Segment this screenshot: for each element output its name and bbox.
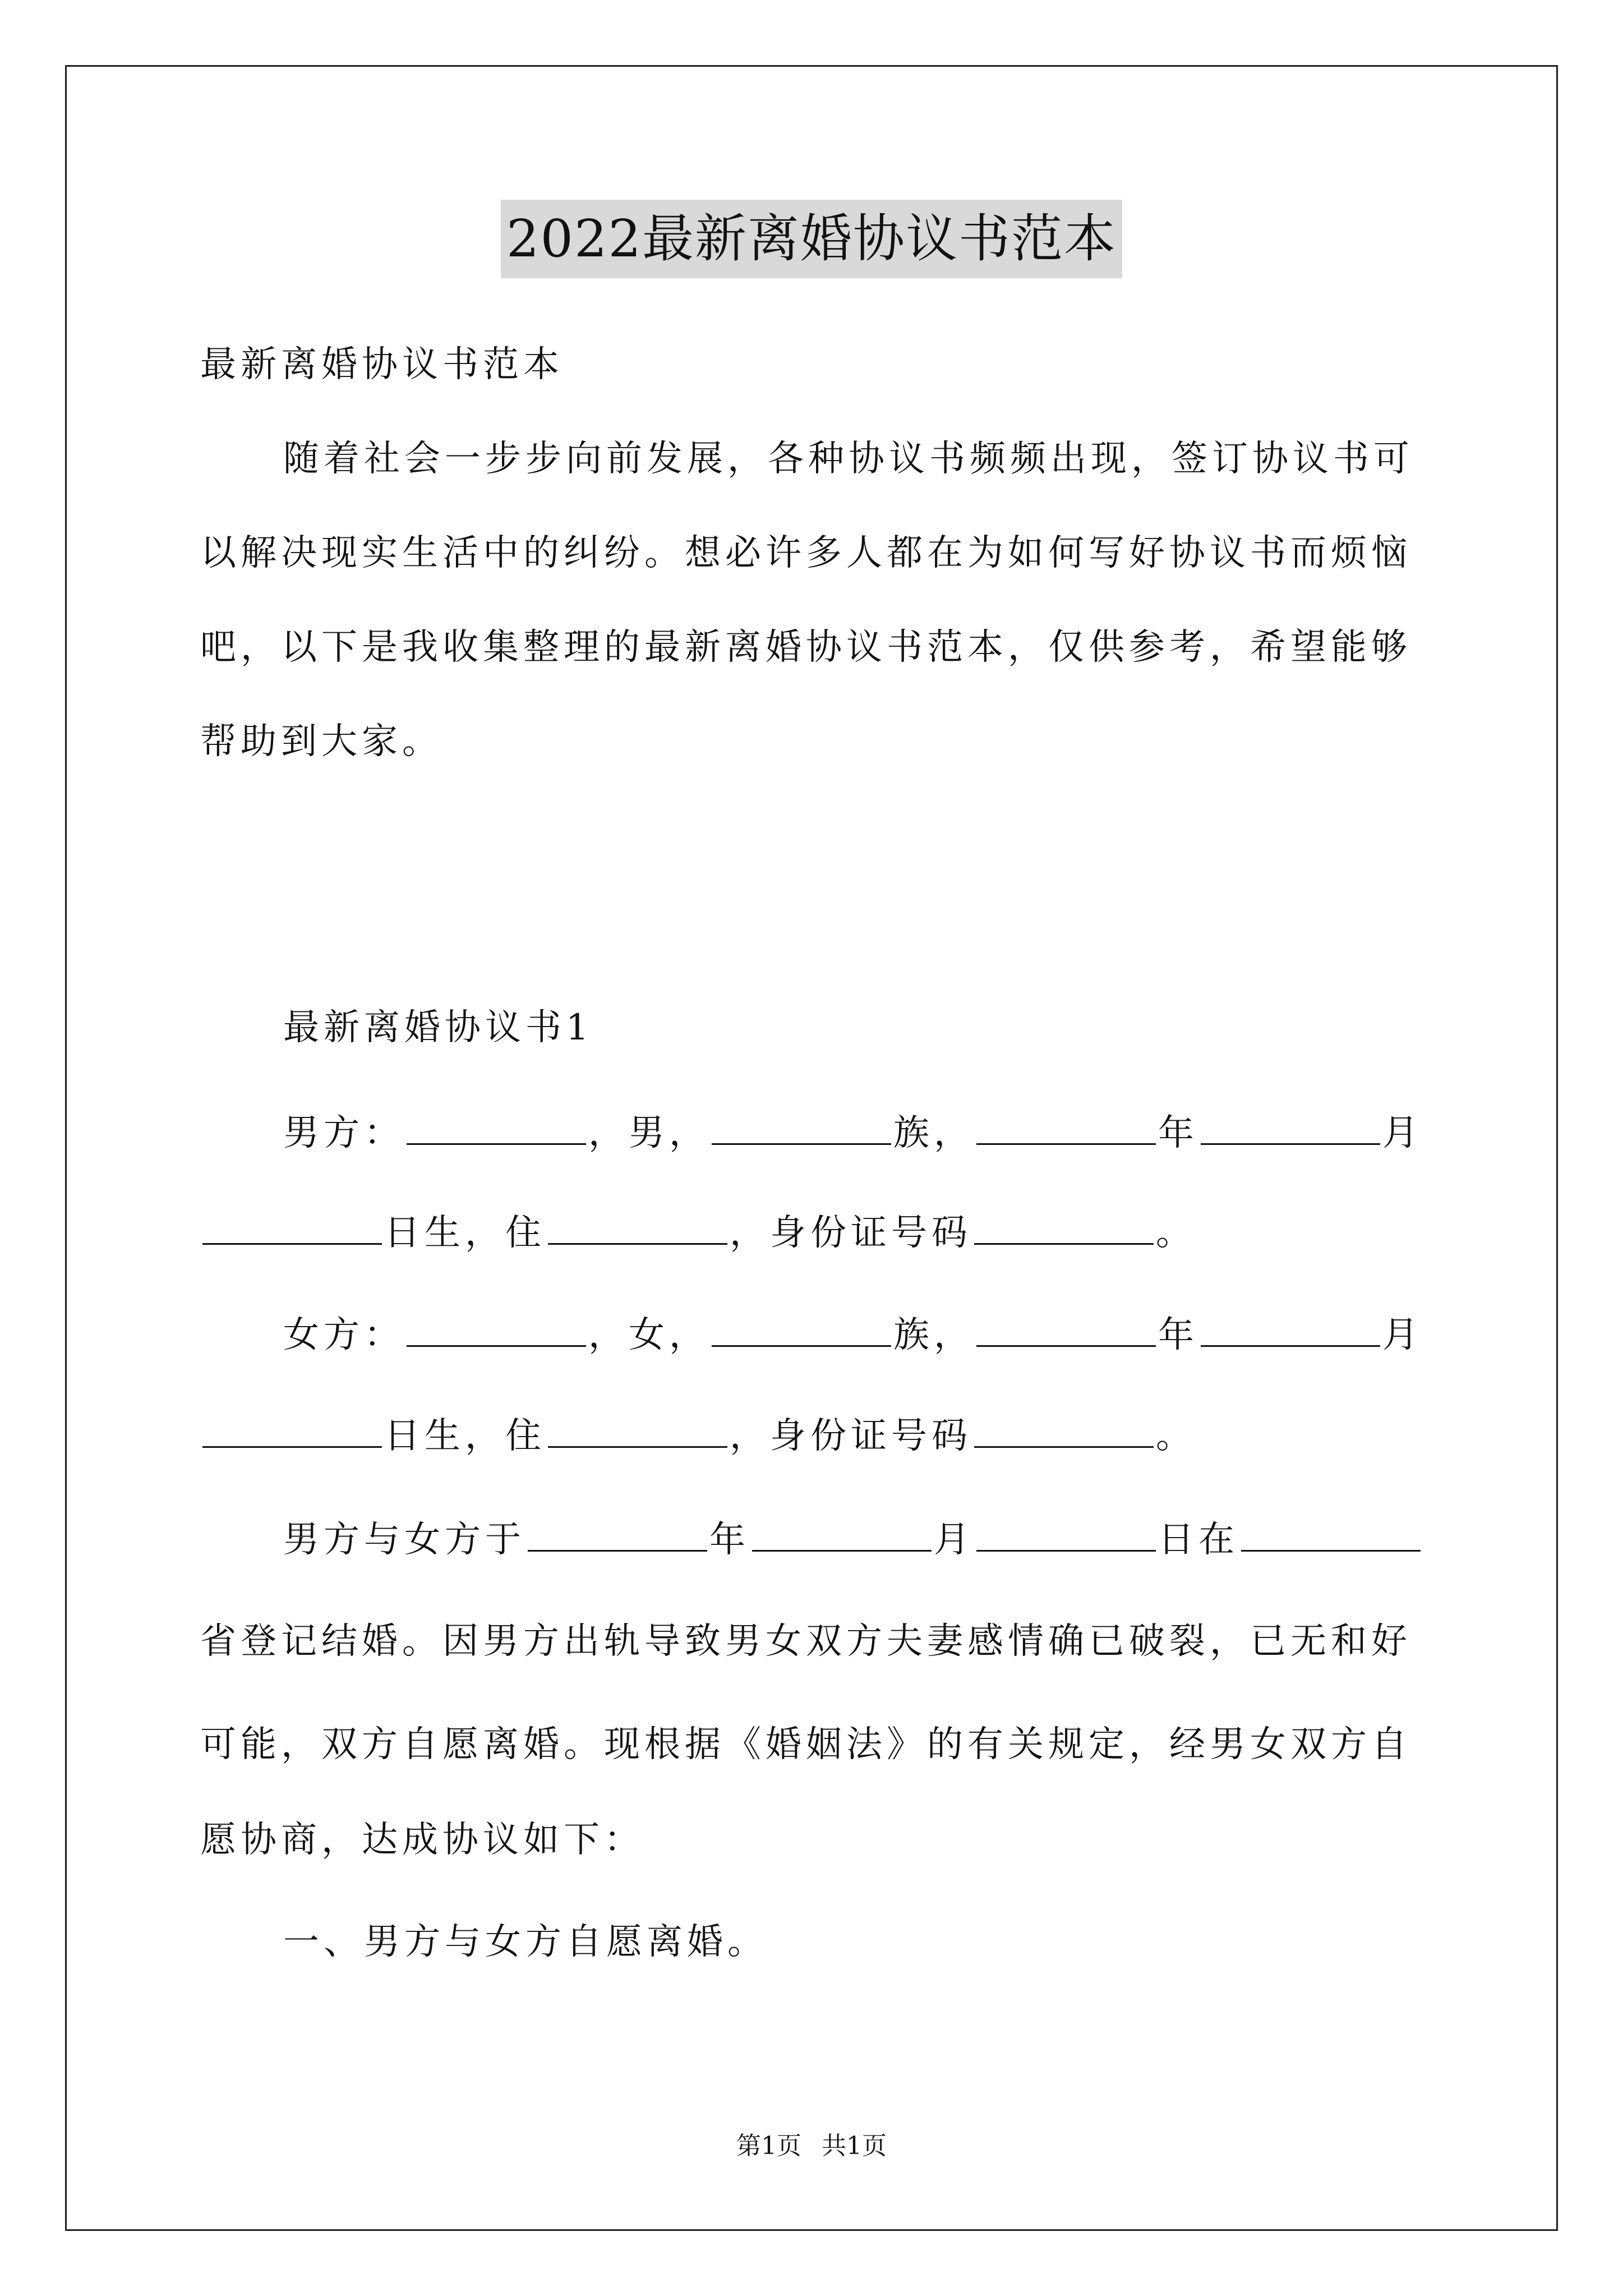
document-subtitle: 最新离婚协议书范本: [200, 344, 564, 385]
page-footer: [0, 2131, 1623, 2162]
male-end-text: 。: [1156, 1212, 1196, 1254]
female-label: 女方：: [283, 1314, 404, 1356]
male-gender-text: ，男，: [588, 1112, 709, 1154]
marriage-day-text: 日在: [1158, 1519, 1239, 1561]
marriage-year-text: 年: [709, 1519, 750, 1561]
female-ethnicity-text: 族，: [893, 1314, 974, 1356]
male-address-field[interactable]: [548, 1211, 727, 1245]
male-year-field[interactable]: [976, 1111, 1156, 1145]
marriage-place-field[interactable]: [1241, 1517, 1421, 1552]
marriage-year-field[interactable]: [528, 1517, 707, 1552]
male-info-line-1: [200, 1111, 1423, 1156]
marriage-line-1: [200, 1517, 1423, 1562]
male-id-text: ，身份证号码: [730, 1212, 972, 1254]
page-number: 第1页: [736, 2132, 801, 2160]
male-day-text: 日生，住: [384, 1212, 546, 1254]
male-id-field[interactable]: [974, 1211, 1154, 1245]
female-info-line-1: [200, 1313, 1423, 1358]
female-address-field[interactable]: [548, 1414, 727, 1448]
male-day-field[interactable]: [202, 1211, 382, 1245]
male-month-field[interactable]: [1201, 1111, 1380, 1145]
female-end-text: 。: [1156, 1415, 1196, 1457]
female-id-text: ，身份证号码: [730, 1415, 972, 1457]
female-id-field[interactable]: [974, 1414, 1154, 1448]
male-info-line-2: [200, 1211, 1196, 1255]
female-info-line-2: [200, 1414, 1196, 1458]
male-ethnicity-field[interactable]: [712, 1111, 891, 1145]
page-total: 共1页: [822, 2132, 887, 2160]
clause-1: 一、男方与女方自愿离婚。: [283, 1921, 768, 1963]
marriage-line-2: 省登记结婚。因男方出轨导致男女双方夫妻感情确已破裂，已无和好: [200, 1621, 1412, 1662]
female-ethnicity-field[interactable]: [712, 1313, 891, 1347]
male-name-field[interactable]: [407, 1111, 586, 1145]
intro-line-4: 帮助到大家。: [200, 721, 442, 762]
female-name-field[interactable]: [407, 1313, 586, 1347]
marriage-day-field[interactable]: [976, 1517, 1156, 1552]
intro-line-3: 吧，以下是我收集整理的最新离婚协议书范本，仅供参考，希望能够: [200, 627, 1412, 668]
male-label: 男方：: [283, 1112, 404, 1154]
intro-line-1: 随着社会一步步向前发展，各种协议书频频出现，签订协议书可: [283, 438, 1414, 480]
female-gender-text: ，女，: [588, 1314, 709, 1356]
document-title: 2022最新离婚协议书范本: [501, 200, 1122, 278]
female-year-text: 年: [1158, 1314, 1198, 1356]
marriage-line-3: 可能，双方自愿离婚。现根据《婚姻法》的有关规定，经男女双方自: [200, 1724, 1412, 1765]
female-day-field[interactable]: [202, 1414, 382, 1448]
male-year-text: 年: [1158, 1112, 1198, 1154]
female-year-field[interactable]: [976, 1313, 1156, 1347]
female-month-text: 月: [1382, 1314, 1423, 1356]
section-title: 最新离婚协议书1: [283, 1007, 593, 1048]
title-container: [0, 200, 1623, 278]
intro-line-2: 以解决现实生活中的纠纷。想必许多人都在为如何写好协议书而烦恼: [200, 532, 1412, 574]
female-day-text: 日生，住: [384, 1415, 546, 1457]
male-month-text: 月: [1382, 1112, 1423, 1154]
marriage-month-field[interactable]: [752, 1517, 932, 1552]
marriage-prefix-text: 男方与女方于: [283, 1519, 525, 1561]
female-month-field[interactable]: [1201, 1313, 1380, 1347]
marriage-line-4: 愿协商，达成协议如下：: [200, 1819, 644, 1861]
marriage-month-text: 月: [934, 1519, 974, 1561]
male-ethnicity-text: 族，: [893, 1112, 974, 1154]
